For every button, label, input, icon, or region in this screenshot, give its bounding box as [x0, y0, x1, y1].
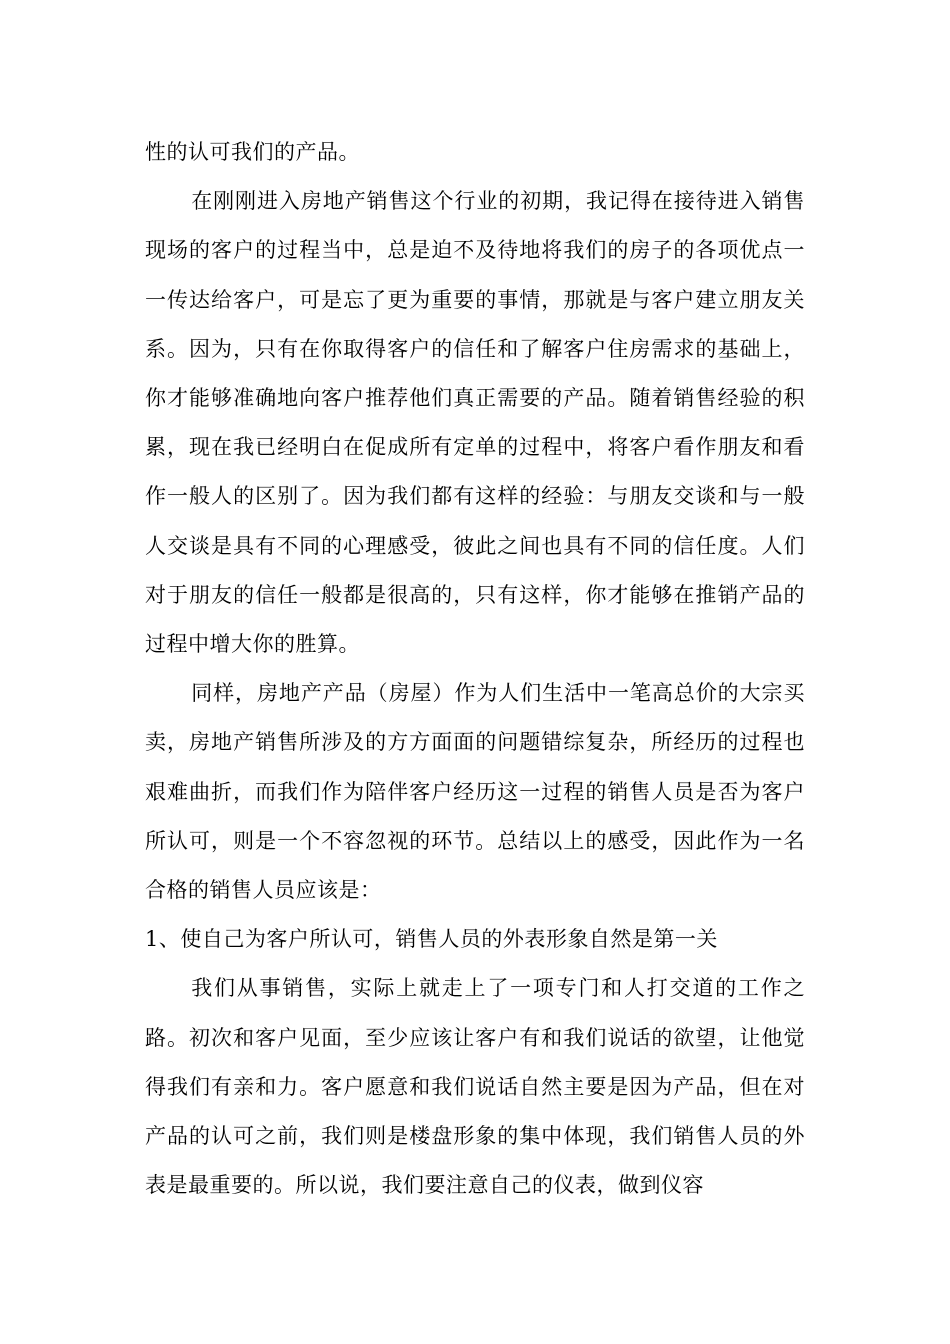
paragraph-sales-experience: 在刚刚进入房地产销售这个行业的初期，我记得在接待进入销售现场的客户的过程当中，总是迫不及待地将我们的房子的各项优点一一传达给客户，可是忘了更为重要的事情，那就是与客户建立朋友关系。因为，只有在你取得客户的信任和了解客户住房需求的基础上，你才能够准确地向客户推荐他们真正需要的产品。随着销售经验的积累，现在我已经明白在促成所有定单的过程中，将客户看作朋友和看作一般人的区别了。因为我们都有这样的经验：与朋友交谈和与一般人交谈是具有不同的心理感受，彼此之间也具有不同的信任度。人们对于朋友的信任一般都是很高的，只有这样，你才能够在推销产品的过程中增大你的胜算。: [145, 189, 805, 657]
paragraph-appearance: 我们从事销售，实际上就走上了一项专门和人打交道的工作之路。初次和客户见面，至少应该让客户有和我们说话的欲望，让他觉得我们有亲和力。客户愿意和我们说话自然主要是因为产品，但在对产品的认可之前，我们则是楼盘形象的集中体现，我们销售人员的外表是最重要的。所以说，我们要注意自己的仪表，做到仪容: [145, 976, 805, 1198]
paragraph-real-estate-product: 同样，房地产产品（房屋）作为人们生活中一笔高总价的大宗买卖，房地产销售所涉及的方方面面的问题错综复杂，所经历的过程也艰难曲折，而我们作为陪伴客户经历这一过程的销售人员是否为客户所认可，则是一个不容忽视的环节。总结以上的感受，因此作为一名合格的销售人员应该是：: [145, 681, 805, 903]
document-body: [145, 128, 805, 1210]
paragraph-continuation: 性的认可我们的产品。: [145, 140, 360, 164]
section-heading-1: 1、使自己为客户所认可，销售人员的外表形象自然是第一关: [145, 927, 718, 952]
